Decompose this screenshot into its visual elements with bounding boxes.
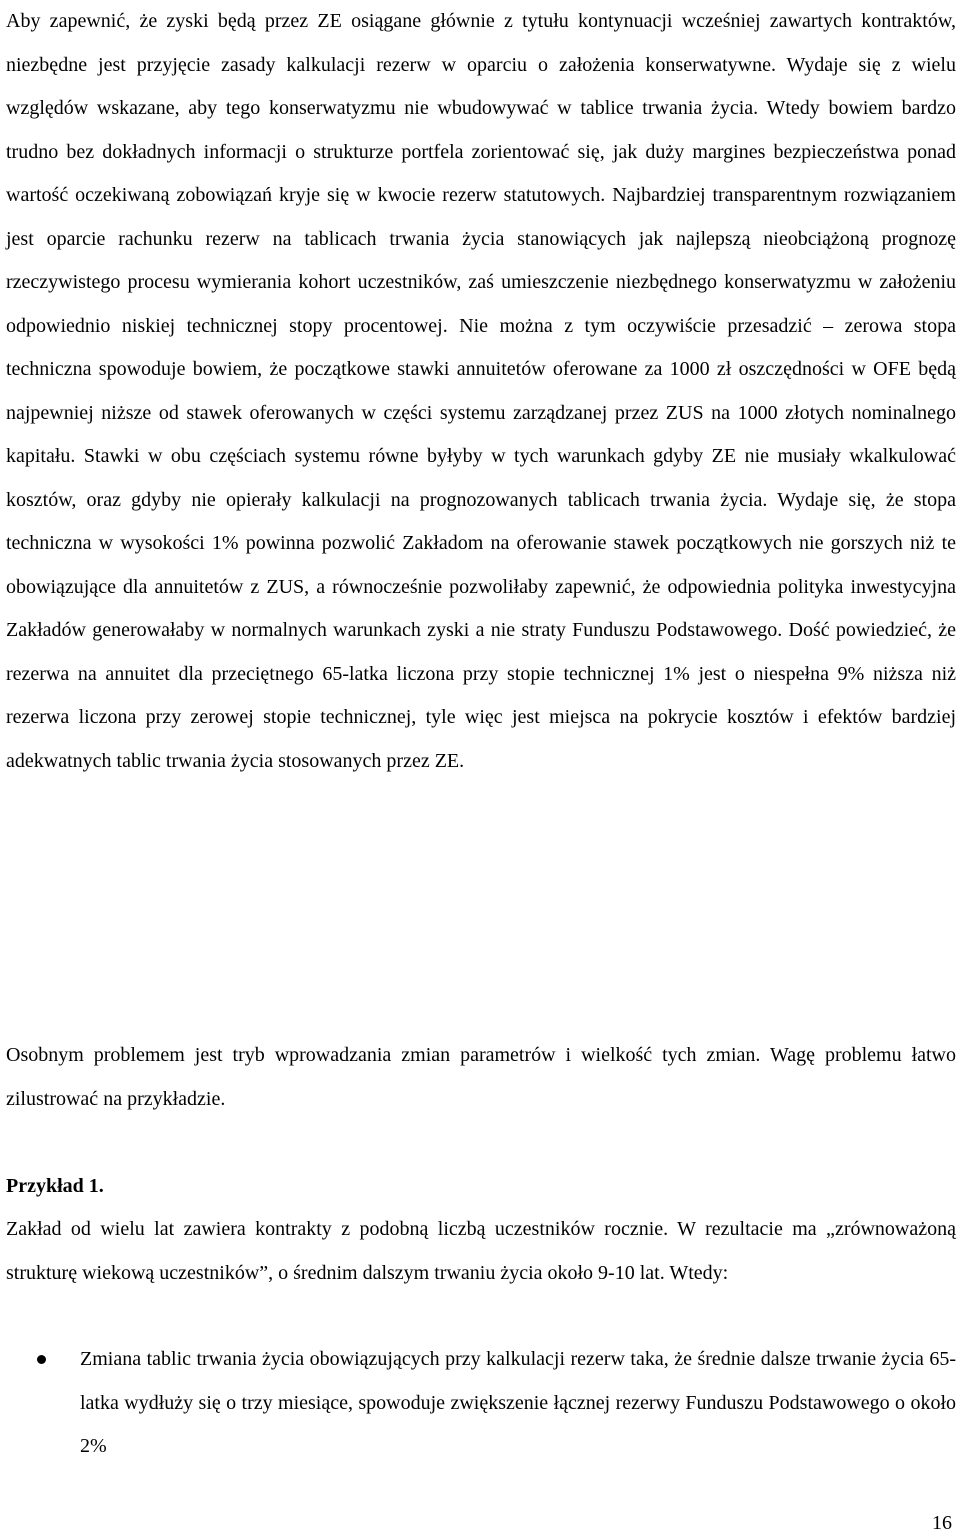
paragraph: Zakład od wielu lat zawiera kontrakty z podobną liczbą uczestników rocznie. W rezultacie ma „zrównoważoną strukturę wiekową uczestników”, o średnim dalszym trwaniu życia około 9-10 lat. Wtedy:	[6, 1218, 956, 1284]
page-number: 16	[932, 1512, 952, 1534]
example-heading: Przykład 1.	[6, 1175, 104, 1197]
bullet-list	[0, 1338, 960, 1469]
list-item	[0, 1338, 956, 1469]
paragraph: Aby zapewnić, że zyski będą przez ZE osiągane głównie z tytułu kontynuacji wcześniej zawartych kontraktów, niezbędne jest przyjęcie zasady kalkulacji rezerw w oparciu o założenia konserwatywne. Wydaje się z wielu względów wskazane, aby tego konserwatyzmu nie wbudowywać w tablice trwania życia. Wtedy bowiem bardzo trudno bez dokładnych informacji o strukturze portfela zorientować się, jak duży margines bezpieczeństwa ponad wartość oczekiwaną zobowiązań kryje się w kwocie rezerw statutowych. Najbardziej transparentnym rozwiązaniem jest oparcie rachunku rezerw na tablicach trwania życia stanowiących jak najlepszą nieobciążoną prognozę rzeczywistego procesu wymierania kohort uczestników, zaś umieszczenie niezbędnego konserwatyzmu w założeniu odpowiednio niskiej technicznej stopy procentowej. Nie można z tym oczywiście przesadzić – zerowa stopa techniczna spowoduje bowiem, że początkowe stawki annuitetów oferowane za 1000 zł oszczędności w OFE będą najpewniej niższe od stawek oferowanych w części systemu zarządzanej przez ZUS na 1000 złotych nominalnego kapitału. Stawki w obu częściach systemu równe byłyby w tych warunkach gdyby ZE nie musiały wkalkulować kosztów, oraz gdyby nie opierały kalkulacji na prognozowanych tablicach trwania życia. Wydaje się, że stopa techniczna w wysokości 1% powinna pozwolić Zakładom na oferowanie stawek początkowych nie gorszych niż te obowiązujące dla annuitetów z ZUS, a równocześnie pozwoliłaby zapewnić, że odpowiednia polityka inwestycyjna Zakładów generowałaby w normalnych warunkach zyski a nie straty Funduszu Podstawowego. Dość powiedzieć, że rezerwa na annuitet dla przeciętnego 65-latka liczona przy stopie technicznej 1% jest o niespełna 9% niższa niż rezerwa liczona przy zerowej stopie technicznej, tyle więc jest miejsca na pokrycie kosztów i efektów bardziej adekwatnych tablic trwania życia stosowanych przez ZE.	[6, 10, 956, 772]
list-item-text: Zmiana tablic trwania życia obowiązujących przy kalkulacji rezerw taka, że średnie dalsze trwanie życia 65-latka wydłuży się o trzy miesiące, spowoduje zwiększenie łącznej rezerwy Funduszu Podstawowego o około 2%	[80, 1348, 956, 1457]
bullet-icon	[37, 1355, 46, 1364]
paragraph: Osobnym problemem jest tryb wprowadzania zmian parametrów i wielkość tych zmian. Wagę problemu łatwo zilustrować na przykładzie.	[6, 1044, 956, 1110]
